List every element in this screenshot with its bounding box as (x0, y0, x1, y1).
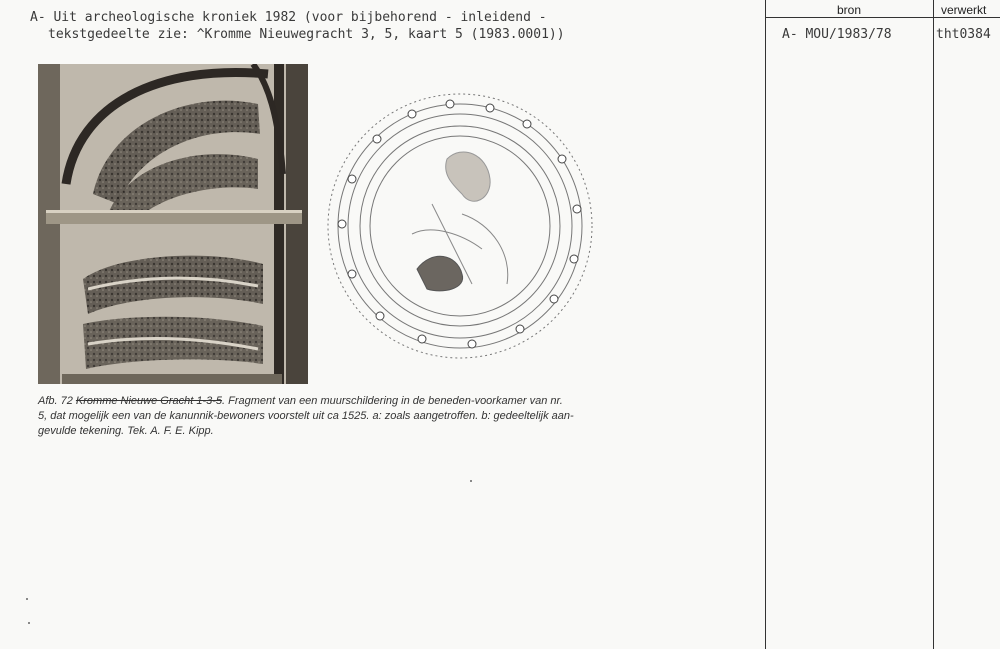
scan-speck (28, 622, 30, 624)
verwerkt-value: tht0384 (936, 27, 991, 42)
bron-column-header: bron (837, 3, 862, 17)
caption-line1-rest: . Fragment van een muurschildering in de beneden-voorkamer van nr. (222, 395, 563, 407)
column-divider-left (765, 0, 766, 649)
column-header-rule (765, 17, 1000, 18)
caption-struck-address: Kromme Nieuwe Gracht 1-3-5 (75, 395, 223, 407)
bron-value: A- MOU/1983/78 (782, 27, 892, 42)
caption-prefix: Afb. 72 (38, 395, 76, 407)
caption-line-2: 5, dat mogelijk een van de kanunnik-bewoners voorstelt uit ca 1525. a: zoals aangetroffen. b: gedeeltelijk aan- (38, 410, 574, 422)
figure-caption (38, 394, 598, 439)
wall-painting-photo (38, 64, 308, 384)
header-line-2: tekstgedeelte zie: ^Kromme Nieuwegracht 3, 5, kaart 5 (1983.0001)) (48, 27, 565, 42)
column-divider-middle (933, 0, 934, 649)
verwerkt-column-header: verwerkt (941, 3, 987, 17)
scan-speck (470, 480, 472, 482)
caption-line-3: gevulde tekening. Tek. A. F. E. Kipp. (38, 425, 214, 437)
scan-speck (26, 598, 28, 600)
header-line-1: A- Uit archeologische kroniek 1982 (voor bijbehorend - inleidend - (30, 10, 547, 25)
roundel-drawing (322, 84, 600, 364)
caption-line-1 (38, 394, 598, 409)
